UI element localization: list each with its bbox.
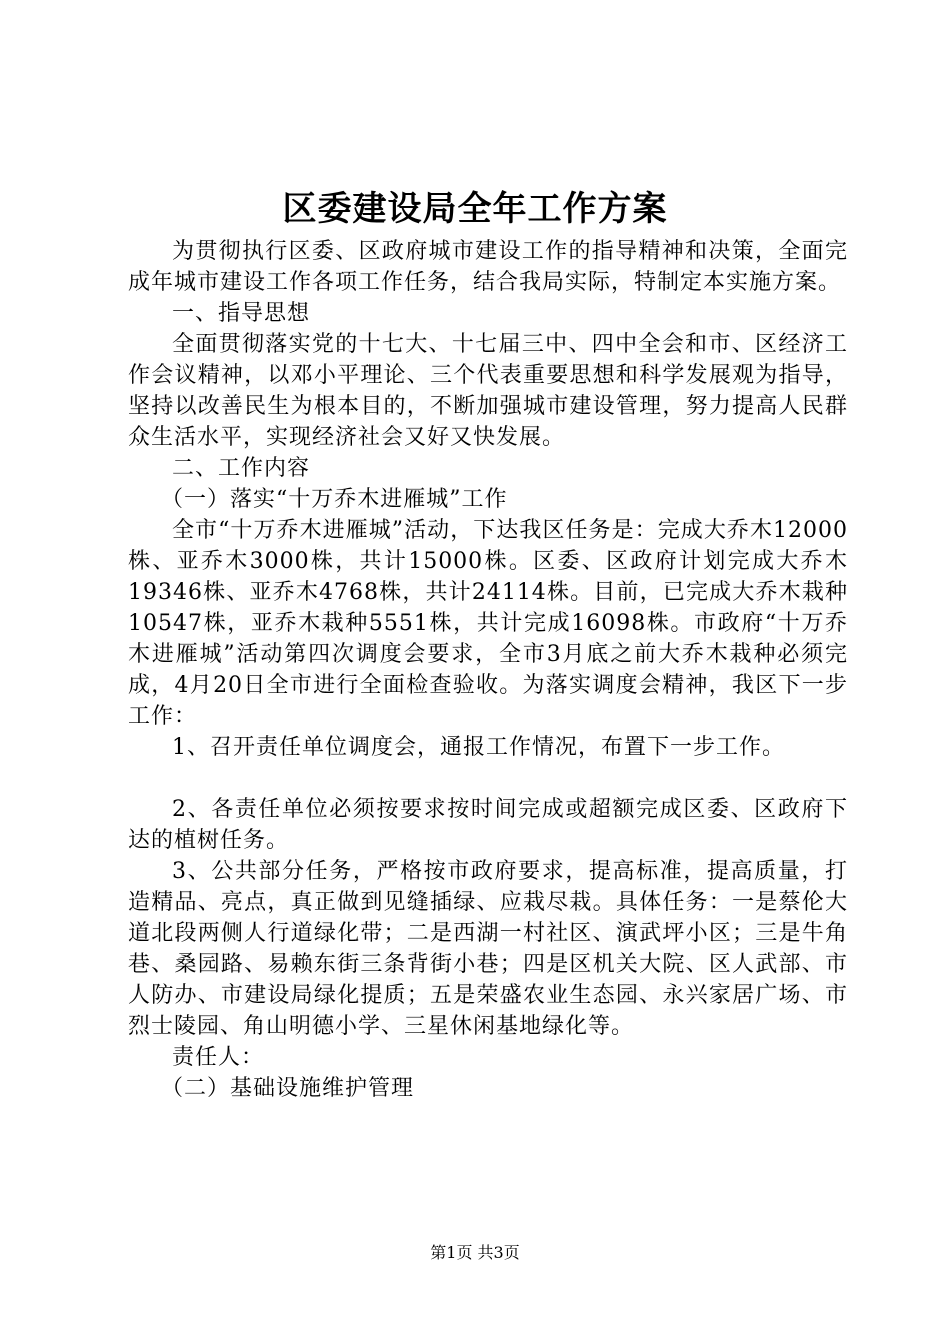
list-item-3: 3、公共部分任务，严格按市政府要求，提高标准，提高质量，打造精品、亮点，真正做到见缝插绿、应栽尽栽。具体任务：一是蔡伦大道北段两侧人行道绿化带；二是西湖一村社区、演武坪小区；三是牛角巷、桑园路、易赖东街三条背街小巷；四是区机关大院、区人武部、市人防办、市建设局绿化提质；五是荣盛农业生态园、永兴家居广场、市烈士陵园、角山明德小学、三星休闲基地绿化等。 — [128, 859, 848, 1039]
section-heading-work-content: 二、工作内容 — [172, 456, 311, 481]
intro-paragraph: 为贯彻执行区委、区政府城市建设工作的指导精神和决策，全面完成年城市建设工作各项工作任务，结合我局实际，特制定本实施方案。 — [128, 239, 848, 295]
document-title: 区委建设局全年工作方案 — [282, 189, 668, 229]
guiding-ideology-paragraph: 全面贯彻落实党的十七大、十七届三中、四中全会和市、区经济工作会议精神，以邓小平理论、三个代表重要思想和科学发展观为指导，坚持以改善民生为根本目的，不断加强城市建设管理，努力提高人民群众生活水平，实现经济社会又好又快发展。 — [128, 332, 848, 450]
responsible-person-label: 责任人： — [172, 1045, 265, 1070]
subsection-heading-infrastructure: （二）基础设施维护管理 — [161, 1076, 415, 1101]
page-footer: 第1页 共3页 — [430, 1243, 520, 1262]
document-body — [128, 236, 848, 1104]
subsection-heading-trees: （一）落实“十万乔木进雁城”工作 — [161, 487, 508, 512]
list-item-1: 1、召开责任单位调度会，通报工作情况，布置下一步工作。 — [172, 735, 785, 760]
trees-task-paragraph: 全市“十万乔木进雁城”活动，下达我区任务是：完成大乔木12000株、亚乔木3000株，共计15000株。区委、区政府计划完成大乔木19346株、亚乔木4768株，共计24114株。目前，已完成大乔木栽种10547株，亚乔木栽种5551株，共计完成16098株。市政府“十万乔木进雁城”活动第四次调度会要求，全市3月底之前大乔木栽种必须完成，4月20日全市进行全面检查验收。为落实调度会精神，我区下一步工作： — [128, 518, 848, 729]
section-heading-guiding-ideology: 一、指导思想 — [172, 301, 311, 326]
list-item-2: 2、各责任单位必须按要求按时间完成或超额完成区委、区政府下达的植树任务。 — [128, 797, 848, 853]
